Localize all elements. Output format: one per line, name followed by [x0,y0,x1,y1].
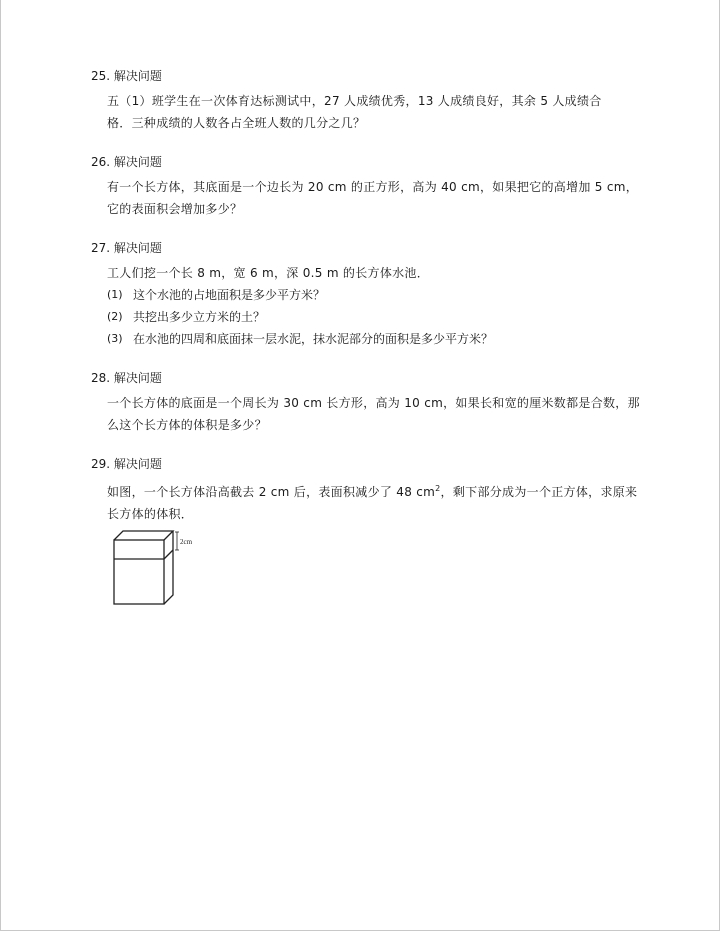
problem-title: 27. 解决问题 [91,241,162,255]
problem-27 [91,240,651,350]
problem-text-segment: 如图，一个长方体沿高截去 2 cm 后，表面积减少了 48 cm [107,485,436,499]
sub-question-3 [107,328,651,350]
problem-text-line: 一个长方体的底面是一个周长为 30 cm 长方形，高为 10 cm，如果长和宽的厘米数都是合数，那 [107,396,640,410]
problem-title: 26. 解决问题 [91,155,162,169]
sub-question-text: 共挖出多少立方米的土？ [133,310,266,324]
sub-question-text: 这个水池的占地面积是多少平方米？ [133,288,326,302]
problem-text-line: 它的表面积会增加多少？ [107,202,243,216]
cuboid-top-face [114,531,173,540]
sub-question-1 [107,284,651,306]
sub-question-number: (2) [107,310,123,323]
problem-29 [91,456,651,525]
problem-28 [91,370,651,436]
cuboid-front-face [114,540,164,604]
problem-text-line [107,478,651,503]
problem-text-line: 有一个长方体，其底面是一个边长为 20 cm 的正方形，高为 40 cm，如果把它的高增加 5 cm， [107,180,639,194]
problem-title: 28. 解决问题 [91,371,162,385]
cuboid-figure [109,528,209,608]
cut-line-side [164,550,173,559]
sub-question-2 [107,306,651,328]
sub-question-number: (3) [107,332,123,345]
problem-title: 25. 解决问题 [91,69,162,83]
problem-text-line: 五（1）班学生在一次体育达标测试中，27 人成绩优秀，13 人成绩良好，其余 5 人成绩合 [107,94,602,108]
sub-question-text: 在水池的四周和底面抹一层水泥，抹水泥部分的面积是多少平方米？ [133,332,494,346]
problem-text-line: 格．三种成绩的人数各占全班人数的几分之几？ [107,116,366,130]
cuboid-right-face [164,531,173,604]
problem-text-line: 工人们挖一个长 8 m，宽 6 m，深 0.5 m 的长方体水池． [107,266,430,280]
problem-26 [91,154,651,220]
problem-title: 29. 解决问题 [91,457,162,471]
problem-text-segment: ，剩下部分成为一个正方体，求原来 [440,485,638,499]
dimension-label: 2cm [180,538,193,546]
problem-text-line: 长方体的体积． [107,507,194,521]
sub-question-number: (1) [107,288,123,301]
superscript: 2 [435,484,441,493]
problem-25 [91,68,651,134]
problem-text-line: 么这个长方体的体积是多少？ [107,418,267,432]
